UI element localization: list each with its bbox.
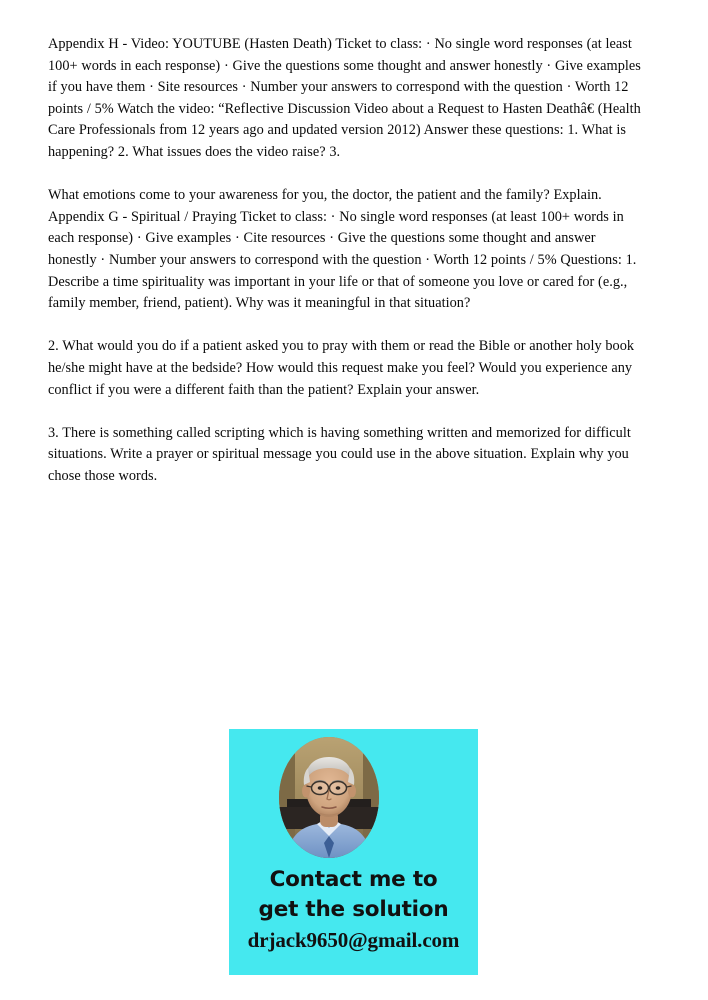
document-text-body xyxy=(48,34,642,487)
paragraph-1: Appendix H - Video: YOUTUBE (Hasten Death) Ticket to class: · No single word responses (at least 100+ words in each response) · Give the questions some thought and answer honestly · Give examples if you have them · Site resources · Number your answers to correspond with the question · Worth 12 points / 5% Watch the video: “Reflective Discussion Video about a Request to Hasten Deathâ€ (Health Care Professionals from 12 years ago and updated version 2012) Answer these questions: 1. What is happening? 2. What issues does the video raise? 3. xyxy=(48,36,641,160)
headline-line-2: get the solution xyxy=(258,897,449,922)
paragraph-4: 3. There is something called scripting which is having something written and memorized for difficult situations. Write a prayer or spiritual message you could use in the above situation. Explain why you chose those words. xyxy=(48,424,631,484)
headline-line-1: Contact me to xyxy=(269,867,438,892)
paragraph-2: What emotions come to your awareness for you, the doctor, the patient and the family? Explain. Appendix G - Spiritual / Praying Ticket to class: · No single word responses (at least 100+ words in each response) · Give examples · Cite resources · Give the questions some thought and answer honestly · Number your answers to correspond with the question · Worth 12 points / 5% Questions: 1. Describe a time spirituality was important in your life or that of someone you love or cared for (e.g., family member, friend, patient). Why was it meaningful in that situation? xyxy=(48,187,637,312)
contact-email: drjack9650@gmail.com xyxy=(247,928,460,952)
portrait-image xyxy=(279,737,379,858)
portrait-photo xyxy=(279,737,379,858)
paragraph-3: 2. What would you do if a patient asked you to pray with them or read the Bible or another holy book he/she might have at the bedside? How would this request make you feel? Would you experience any conflict if you were a different faith than the patient? Explain your answer. xyxy=(48,338,635,398)
contact-card xyxy=(229,729,478,975)
contact-card-headline xyxy=(229,865,478,925)
